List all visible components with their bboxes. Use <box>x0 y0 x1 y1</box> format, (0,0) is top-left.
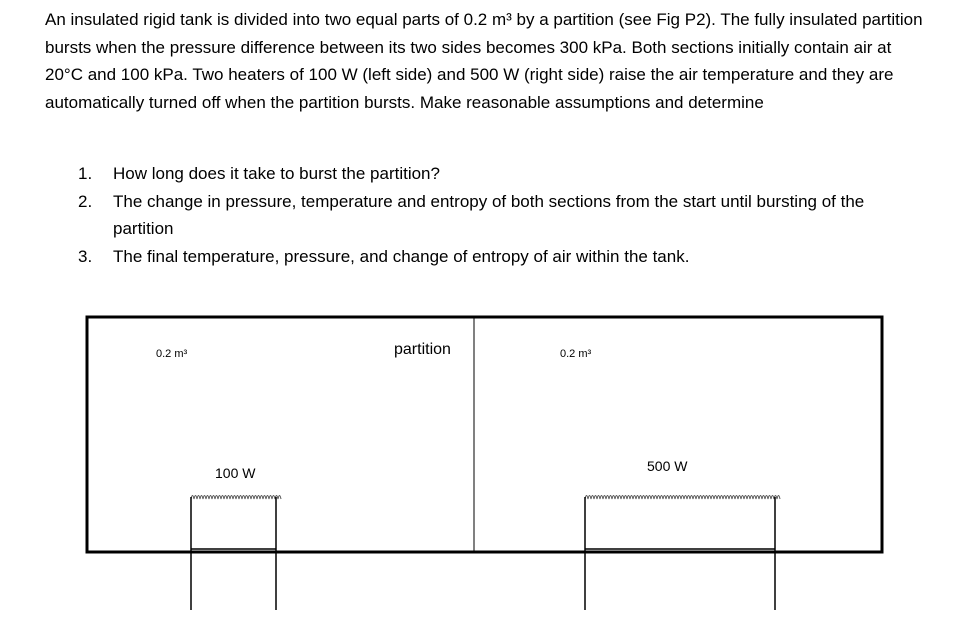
problem-statement: An insulated rigid tank is divided into two equal parts of 0.2 m³ by a partition (see Fig P2). The fully insulated partition bursts when the pressure difference between its two sides becomes 300 kPa. Both sections initially contain air at 20°C and 100 kPa. Two heaters of 100 W (left side) and 500 W (right side) raise the air temperature and they are automatically turned off when the partition bursts. Make reasonable assumptions and determine <box>45 10 923 112</box>
question-number: 3. <box>78 246 93 266</box>
right-heater-label: 500 W <box>647 458 688 474</box>
question-text: The change in pressure, temperature and entropy of both sections from the start until bursting of the partition <box>113 191 865 239</box>
question-number: 2. <box>78 191 93 211</box>
question-number: 1. <box>78 164 93 183</box>
right-volume-label: 0.2 m³ <box>560 348 592 360</box>
right-heater-coil <box>585 496 780 500</box>
tank-outline <box>87 317 882 552</box>
question-text: How long does it take to burst the partition? <box>113 164 440 183</box>
left-heater-label: 100 W <box>215 465 256 481</box>
partition-label: partition <box>394 341 451 358</box>
left-heater-coil <box>191 496 281 500</box>
left-volume-label: 0.2 m³ <box>156 348 188 360</box>
question-text: The final temperature, pressure, and change of entropy of air within the tank. <box>113 246 690 266</box>
